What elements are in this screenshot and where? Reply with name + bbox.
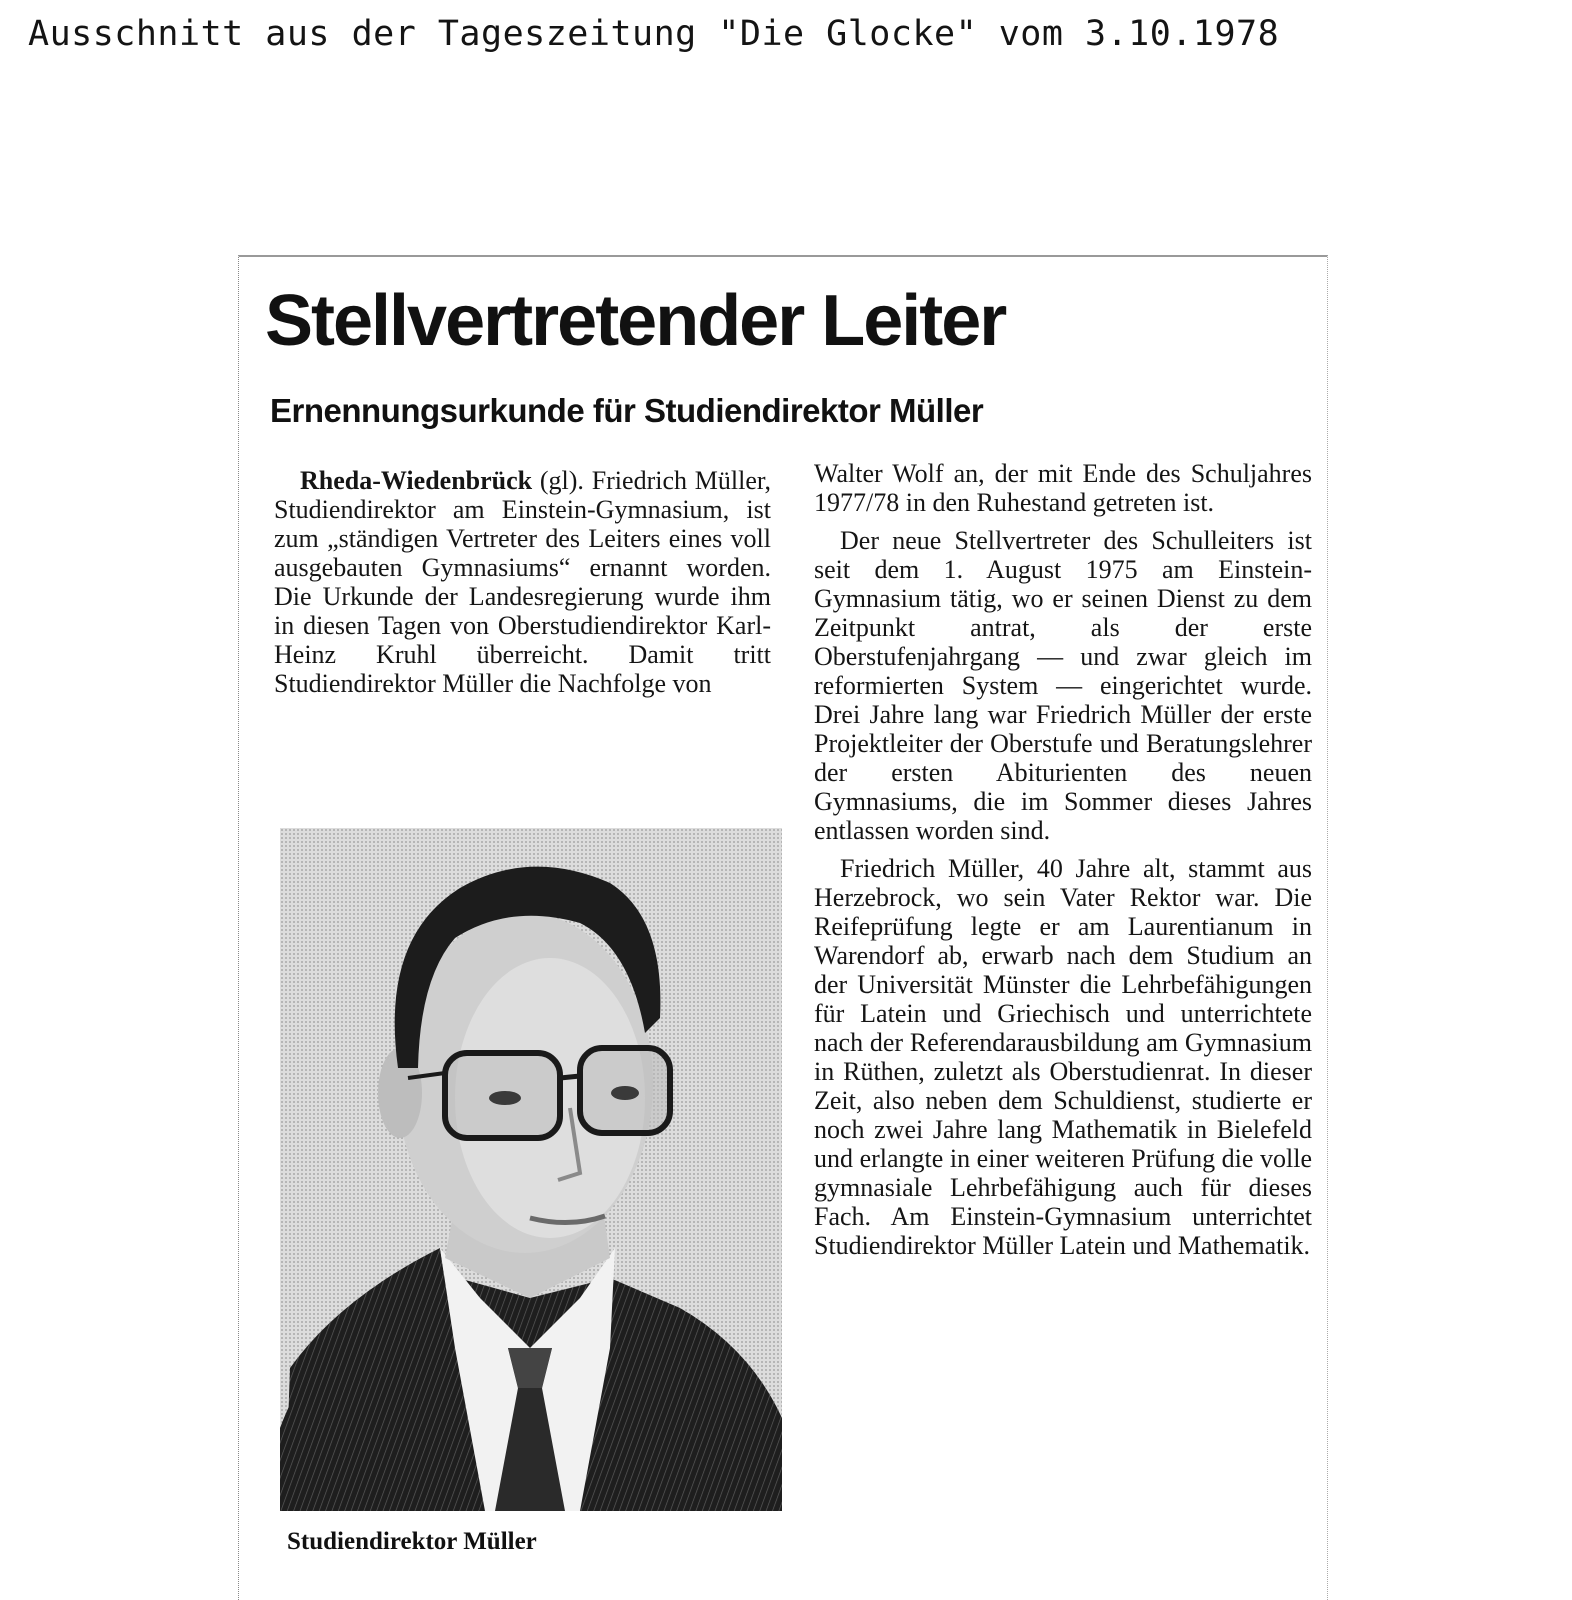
article-headline: Stellvertretender Leiter — [265, 281, 1006, 361]
article-paragraph-3: Friedrich Müller, 40 Jahre alt, stammt aus Herzebrock, wo sein Vater Rektor war. Die Reifeprüfung legte er am Laurentianum in Warendorf ab, erwarb nach dem Studium an der Universität Münster die Lehrbefähigungen für Latein und Griechisch und unterrichtete nach der Referendarausbildung am Gymnasium in Rüthen, zuletzt als Oberstudienrat. In dieser Zeit, also neben dem Schuldienst, studierte er noch zwei Jahre lang Mathematik in Bielefeld und erlangte in einer weiteren Prüfung die volle gymnasiale Lehrbefähigung auch für dieses Fach. Am Einstein-Gymnasium unterrichtet Studiendirektor Müller Latein und Mathematik. — [814, 854, 1312, 1260]
article-dateline: Rheda-Wiedenbrück — [300, 466, 533, 495]
article-column-right — [814, 459, 1312, 1260]
article-column-left — [274, 466, 771, 698]
article-subheadline: Ernennungsurkunde für Studiendirektor Müller — [270, 392, 984, 429]
article-paragraph-1-continued: Walter Wolf an, der mit Ende des Schuljahres 1977/78 in den Ruhestand getreten ist. — [814, 459, 1312, 517]
photo-caption: Studiendirektor Müller — [287, 1528, 537, 1555]
portrait-photo — [280, 828, 782, 1511]
article-paragraph-2: Der neue Stellvertreter des Schulleiters ist seit dem 1. August 1975 am Einstein-Gymnasium tätig, wo er seinen Dienst zu dem Zeitpunkt antrat, als der erste Oberstufenjahrgang — und zwar gleich im reformierten System — eingerichtet wurde. Drei Jahre lang war Friedrich Müller der erste Projektleiter der Oberstufe und Beratungslehrer der ersten Abiturienten des neuen Gymnasiums, die im Sommer dieses Jahres entlassen worden sind. — [814, 526, 1312, 845]
clipping-source-caption: Ausschnitt aus der Tageszeitung "Die Glocke" vom 3.10.1978 — [28, 14, 1280, 54]
portrait-illustration — [280, 828, 782, 1511]
article-paragraph-1-text: (gl). Friedrich Müller, Studiendirektor am Einstein-Gymnasium, ist zum „ständigen Vertreter des Leiters eines voll ausgebauten Gymnasiums“ ernannt worden. Die Urkunde der Landesregierung wurde ihm in diesen Tagen von Oberstudiendirektor Karl-Heinz Kruhl überreicht. Damit tritt Studiendirektor Müller die Nachfolge von — [274, 466, 771, 698]
article-paragraph-1 — [274, 466, 771, 698]
